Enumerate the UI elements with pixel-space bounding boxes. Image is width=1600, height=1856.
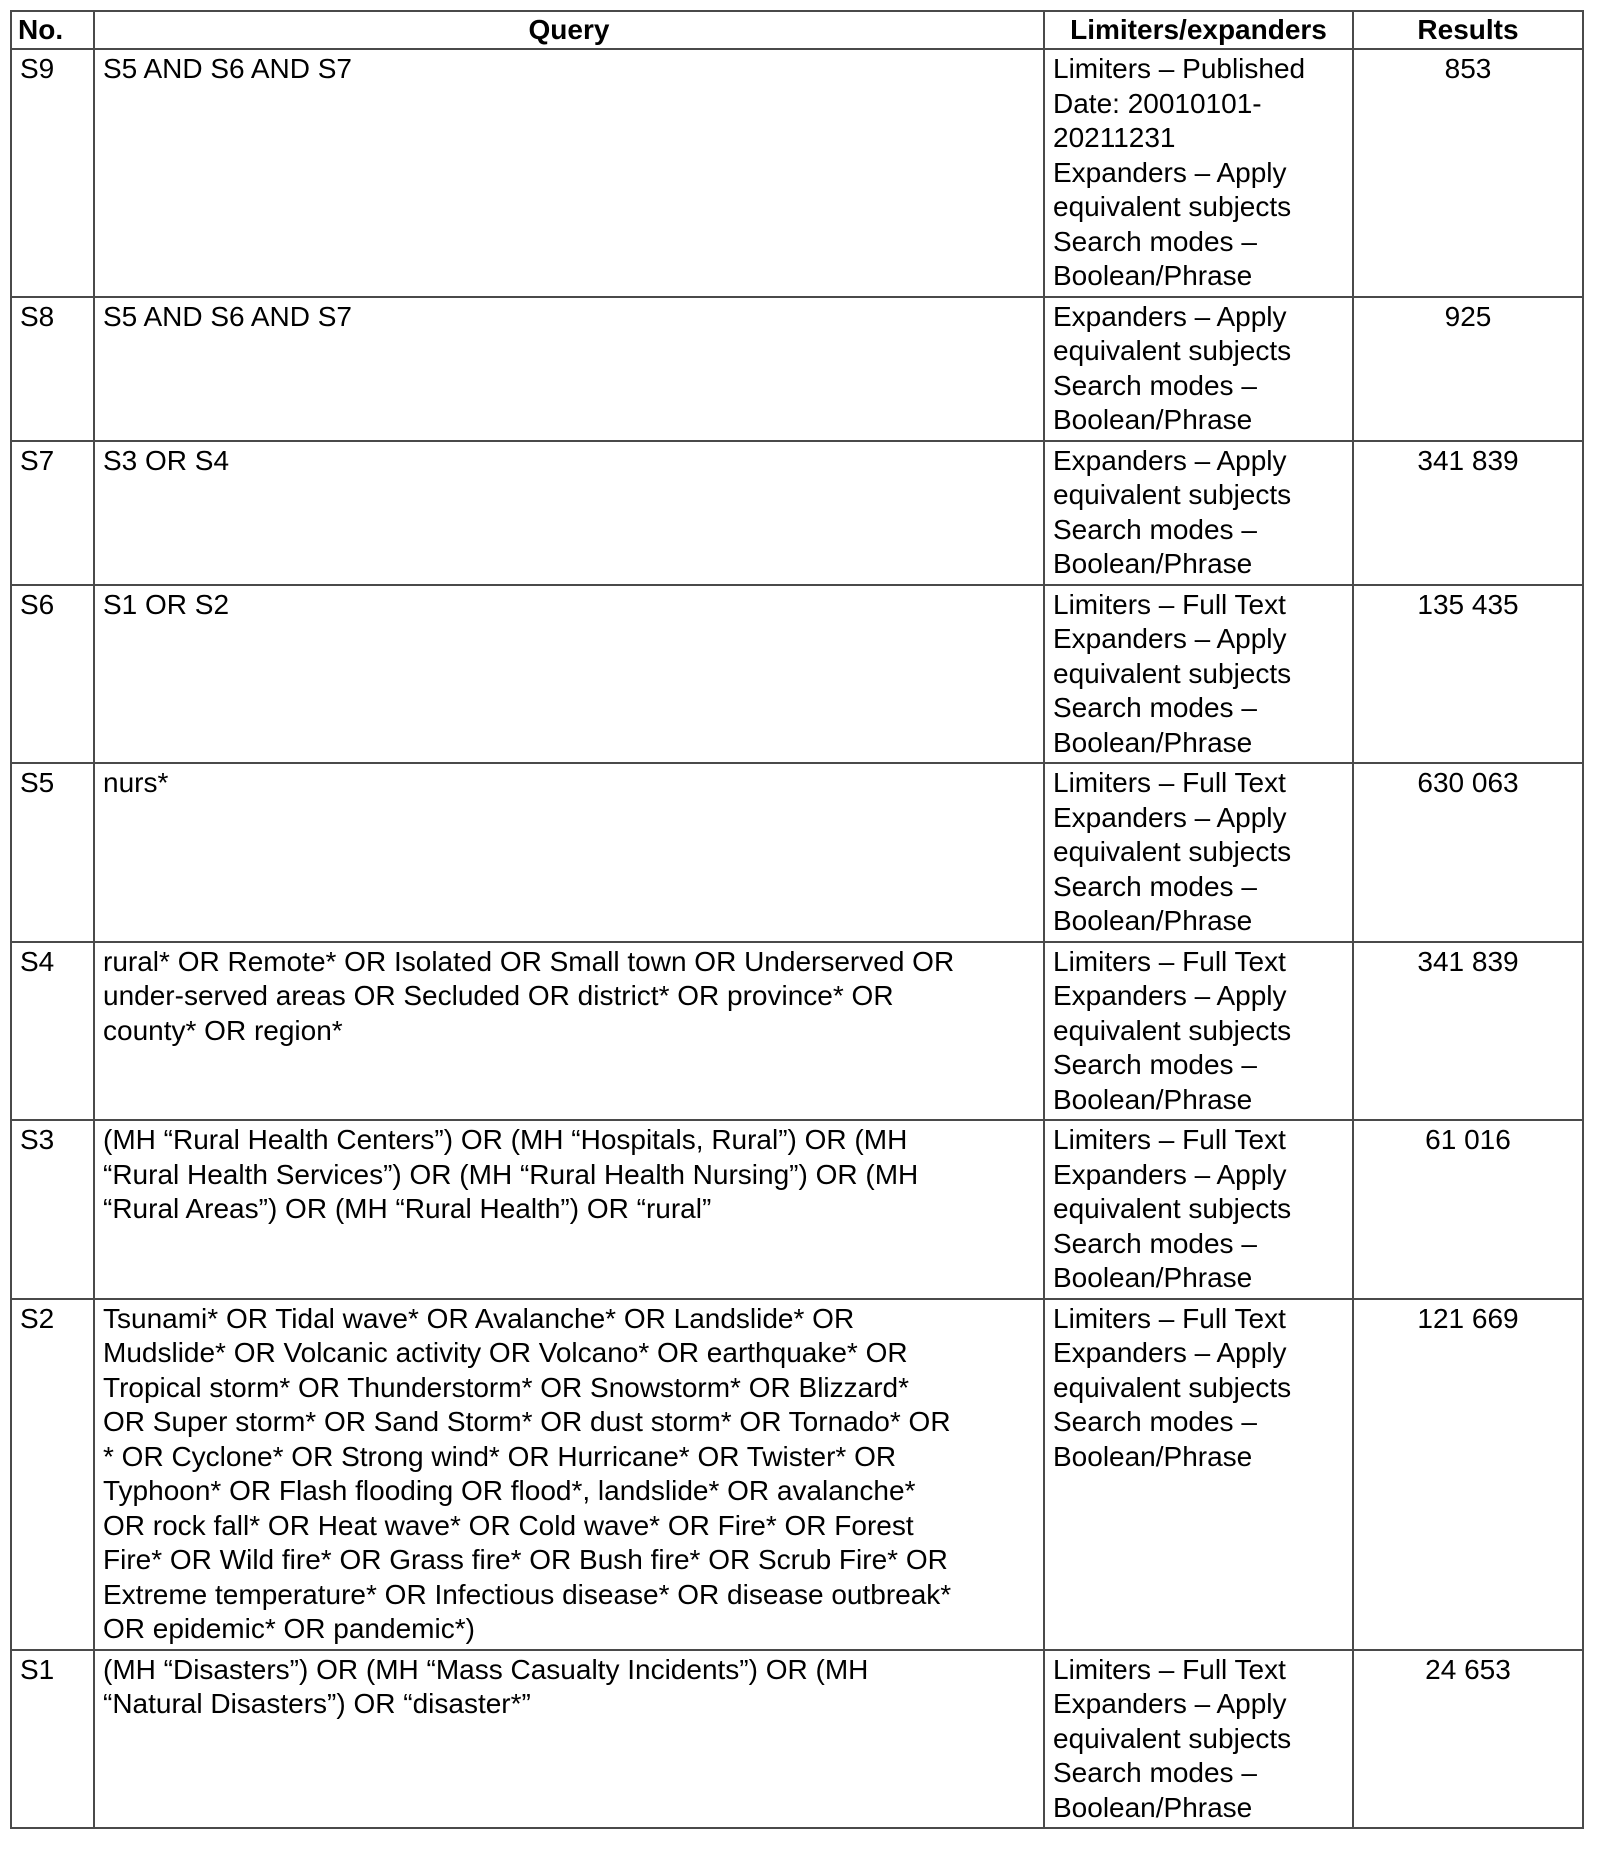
row-number: S5: [11, 763, 94, 942]
query-line: * OR Cyclone* OR Strong wind* OR Hurricane* OR Twister* OR: [103, 1440, 897, 1472]
query-line: Tropical storm* OR Thunderstorm* OR Snowstorm* OR Blizzard*: [103, 1371, 909, 1403]
results-cell: 341 839: [1353, 942, 1583, 1121]
table-row: [11, 1650, 1583, 1829]
limiter-line: Boolean/Phrase: [1053, 726, 1253, 758]
limiter-line: Boolean/Phrase: [1053, 260, 1253, 291]
limiter-line: Search modes –: [1053, 692, 1257, 723]
query-cell: [94, 1299, 1044, 1650]
query-cell: [94, 585, 1044, 764]
query-line: S1 OR S2: [103, 588, 230, 620]
row-number: S9: [11, 49, 94, 297]
query-cell: [94, 441, 1044, 585]
limiter-line: Boolean/Phrase: [1053, 1083, 1253, 1115]
query-line: “Rural Health Services”) OR (MH “Rural Health Nursing”) OR (MH: [103, 1158, 919, 1190]
limiters-cell: [1044, 585, 1353, 764]
limiter-line: Search modes –: [1053, 369, 1257, 401]
table-row: [11, 297, 1583, 441]
limiters-cell: [1044, 1299, 1353, 1650]
table-row: [11, 1299, 1583, 1650]
table-row: [11, 441, 1583, 585]
query-line: nurs*: [103, 767, 169, 798]
header-no: No.: [11, 11, 94, 49]
header-limiters: Limiters/expanders: [1044, 11, 1353, 49]
results-cell: 24 653: [1353, 1650, 1583, 1829]
query-line: county* OR region*: [103, 1014, 343, 1046]
limiter-line: equivalent subjects: [1053, 1193, 1292, 1224]
query-line: “Natural Disasters”) OR “disaster*”: [103, 1688, 531, 1719]
query-line: S3 OR S4: [103, 444, 230, 476]
limiters-cell: [1044, 49, 1353, 297]
search-strategy-table-container: [10, 10, 1584, 1829]
limiter-line: equivalent subjects: [1053, 1014, 1292, 1046]
limiter-line: Search modes –: [1053, 1757, 1257, 1788]
table-row: [11, 763, 1583, 942]
query-cell: [94, 942, 1044, 1121]
limiter-line: Boolean/Phrase: [1053, 1791, 1253, 1823]
query-line: OR rock fall* OR Heat wave* OR Cold wave* OR Fire* OR Forest: [103, 1509, 914, 1541]
header-row: [11, 11, 1583, 49]
header-results: Results: [1353, 11, 1583, 49]
limiter-line: Limiters – Full Text: [1053, 767, 1286, 798]
results-cell: 61 016: [1353, 1120, 1583, 1299]
table-row: [11, 585, 1583, 764]
limiter-line: Boolean/Phrase: [1053, 548, 1253, 579]
limiter-line: equivalent subjects: [1053, 1371, 1292, 1403]
limiter-line: Limiters – Published: [1053, 53, 1306, 84]
limiter-line: Search modes –: [1053, 1406, 1257, 1437]
limiter-line: Boolean/Phrase: [1053, 404, 1253, 435]
row-number: S7: [11, 441, 94, 585]
table-row: [11, 1120, 1583, 1299]
results-cell: 135 435: [1353, 585, 1583, 764]
limiter-line: Limiters – Full Text: [1053, 945, 1286, 977]
limiters-cell: [1044, 763, 1353, 942]
results-cell: 853: [1353, 49, 1583, 297]
table-body: [11, 49, 1583, 1828]
query-cell: [94, 1120, 1044, 1299]
query-line: (MH “Disasters”) OR (MH “Mass Casualty Incidents”) OR (MH: [103, 1653, 869, 1685]
limiter-line: equivalent subjects: [1053, 657, 1292, 689]
limiter-line: Expanders – Apply: [1053, 444, 1287, 476]
row-number: S4: [11, 942, 94, 1121]
limiter-line: equivalent subjects: [1053, 479, 1292, 510]
results-cell: 925: [1353, 297, 1583, 441]
limiter-line: Expanders – Apply: [1053, 1158, 1287, 1190]
header-query: Query: [94, 11, 1044, 49]
limiter-line: Search modes –: [1053, 513, 1257, 545]
limiter-line: Expanders – Apply: [1053, 801, 1287, 833]
limiter-line: Expanders – Apply: [1053, 156, 1287, 188]
query-cell: [94, 763, 1044, 942]
limiter-line: 20211231: [1053, 122, 1176, 153]
limiter-line: Boolean/Phrase: [1053, 905, 1253, 936]
query-line: Extreme temperature* OR Infectious disease* OR disease outbreak*: [103, 1578, 952, 1610]
query-line: (MH “Rural Health Centers”) OR (MH “Hospitals, Rural”) OR (MH: [103, 1124, 908, 1155]
query-line: OR Super storm* OR Sand Storm* OR dust storm* OR Tornado* OR: [103, 1406, 951, 1437]
query-line: OR epidemic* OR pandemic*): [103, 1613, 475, 1644]
search-strategy-table: [10, 10, 1584, 1829]
limiter-line: equivalent subjects: [1053, 191, 1292, 222]
limiter-line: equivalent subjects: [1053, 1722, 1292, 1754]
limiter-line: Expanders – Apply: [1053, 1337, 1287, 1368]
limiter-line: equivalent subjects: [1053, 335, 1292, 366]
limiters-cell: [1044, 297, 1353, 441]
limiter-line: Search modes –: [1053, 1227, 1257, 1259]
limiter-line: Boolean/Phrase: [1053, 1440, 1253, 1472]
limiters-cell: [1044, 1120, 1353, 1299]
query-line: under-served areas OR Secluded OR district* OR province* OR: [103, 980, 894, 1011]
query-cell: [94, 297, 1044, 441]
row-number: S2: [11, 1299, 94, 1650]
results-cell: 630 063: [1353, 763, 1583, 942]
query-line: Typhoon* OR Flash flooding OR flood*, landslide* OR avalanche*: [103, 1475, 916, 1506]
table-row: [11, 49, 1583, 297]
row-number: S1: [11, 1650, 94, 1829]
limiter-line: Expanders – Apply: [1053, 300, 1287, 332]
limiter-line: equivalent subjects: [1053, 836, 1292, 867]
limiter-line: Expanders – Apply: [1053, 1688, 1287, 1719]
query-line: Fire* OR Wild fire* OR Grass fire* OR Bush fire* OR Scrub Fire* OR: [103, 1544, 948, 1575]
query-line: “Rural Areas”) OR (MH “Rural Health”) OR “rural”: [103, 1193, 712, 1224]
limiters-cell: [1044, 1650, 1353, 1829]
row-number: S3: [11, 1120, 94, 1299]
results-cell: 341 839: [1353, 441, 1583, 585]
limiter-line: Limiters – Full Text: [1053, 588, 1286, 620]
limiter-line: Search modes –: [1053, 870, 1257, 902]
query-cell: [94, 49, 1044, 297]
limiter-line: Limiters – Full Text: [1053, 1653, 1286, 1685]
query-line: Mudslide* OR Volcanic activity OR Volcano* OR earthquake* OR: [103, 1337, 908, 1368]
results-cell: 121 669: [1353, 1299, 1583, 1650]
query-line: S5 AND S6 AND S7: [103, 300, 353, 332]
limiter-line: Limiters – Full Text: [1053, 1302, 1286, 1334]
row-number: S6: [11, 585, 94, 764]
limiter-line: Search modes –: [1053, 1049, 1257, 1080]
query-line: S5 AND S6 AND S7: [103, 53, 353, 84]
limiter-line: Date: 20010101-: [1053, 87, 1262, 119]
limiters-cell: [1044, 942, 1353, 1121]
row-number: S8: [11, 297, 94, 441]
table-row: [11, 942, 1583, 1121]
query-line: rural* OR Remote* OR Isolated OR Small town OR Underserved OR: [103, 945, 955, 977]
limiter-line: Expanders – Apply: [1053, 623, 1287, 654]
query-line: Tsunami* OR Tidal wave* OR Avalanche* OR Landslide* OR: [103, 1302, 855, 1334]
limiter-line: Limiters – Full Text: [1053, 1124, 1286, 1155]
limiters-cell: [1044, 441, 1353, 585]
limiter-line: Search modes –: [1053, 225, 1257, 257]
query-cell: [94, 1650, 1044, 1829]
limiter-line: Expanders – Apply: [1053, 980, 1287, 1011]
limiter-line: Boolean/Phrase: [1053, 1262, 1253, 1293]
